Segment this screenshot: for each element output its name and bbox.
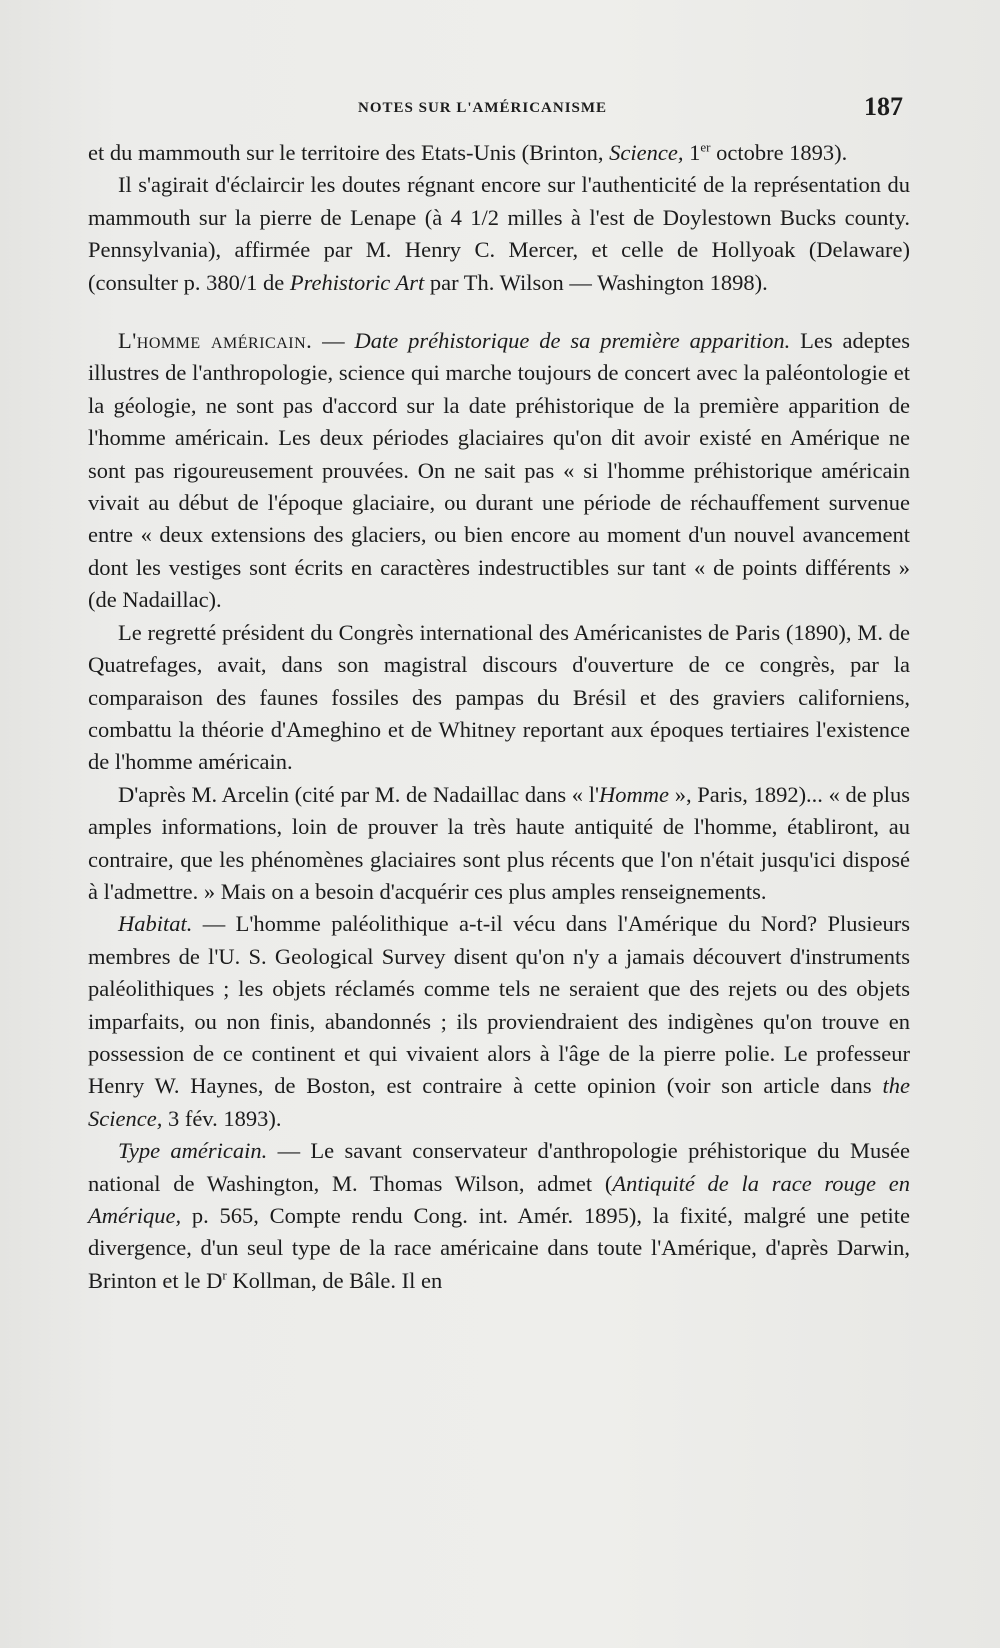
paragraph-arcelin bbox=[88, 779, 910, 909]
journal-title: Science, bbox=[609, 140, 684, 165]
text-run: — Le savant conservateur d'anthropologie préhistorique du Musée national de Washington, M. Thomas Wilson, admet ( bbox=[88, 1138, 910, 1196]
paragraph-type-americain bbox=[88, 1135, 910, 1297]
superscript: r bbox=[222, 1267, 227, 1283]
page-header bbox=[88, 92, 903, 126]
section-heading: L'homme américain. bbox=[118, 328, 313, 354]
text-run: », Paris, 1892)... « de plus amples informations, loin de prouver la très haute antiquité de l'homme, établiront, au contraire, que les phénomènes glaciaires sont plus récents que l'on n'était jusqu'ici disposé à l'admettre. » Mais on a besoin d'acquérir ces plus amples renseignements. bbox=[88, 781, 910, 904]
text-run: par Th. Wilson — Washington 1898). bbox=[424, 269, 768, 295]
paragraph-quatrefages: Le regretté président du Congrès international des Américanistes de Paris (1890), M. de Quatrefages, avait, dans son magistral discours d'ouverture de ce congrès, par la comparaison des faunes fossiles des pampas du Brésil et des graviers californiens, combattu la théorie d'Ameghino et de Whitney reportant aux époques tertiaires l'existence de l'homme américain. bbox=[88, 619, 910, 775]
text-run: Il s'agirait d'éclaircir les doutes régnant encore sur l'authenticité de la représentation du mammouth sur la pierre de Lenape (à 4 1/2 milles à l'est de Doylestown Bucks county. Pennsylvania), affirmée par M. Henry C. Mercer, et celle de Hollyoak (Delaware) (consulter p. 380/1 de bbox=[88, 172, 910, 295]
text-run: — L'homme paléolithique a-t-il vécu dans l'Amérique du Nord? Plusieurs membres de l'U. S. Geological Survey disent qu'on n'y a jamais découvert d'instruments paléolithiques ; les objets réclamés comme tels ne seraient que des rejets ou des objets imparfaits, ou non finis, abandonnés ; ils proviendraient des indigènes qu'on trouve en possession de ce continent et qui vivaient alors à l'âge de la pierre polie. Le professeur Henry W. Haynes, de Boston, est contraire à cette opinion (voir son article dans bbox=[88, 911, 910, 1099]
page-number: 187 bbox=[864, 92, 903, 121]
book-title: Homme bbox=[599, 781, 670, 807]
superscript: er bbox=[700, 139, 711, 155]
text-run: 1 bbox=[683, 140, 701, 165]
section-subtitle: Date préhistorique de sa première apparition. bbox=[354, 328, 791, 354]
text-run: Les adeptes illustres de l'anthropologie, science qui marche toujours de concert avec la paléontologie et la géologie, ne sont pas d'accord sur la date préhistorique de la première apparition de l'homme américain. Les deux périodes glaciaires qu'on dit avoir existé en Amérique ne sont pas rigoureusement prouvées. On ne sait pas « si l'homme préhistorique américain vivait au début de l'époque glaciaire, ou durant une période de réchauffement survenue entre « deux extensions des glaciers, ou bien encore au moment d'un nouvel avancement dont les vestiges sont écrits en caractères indestructibles sur tant « de points différents » (de Nadaillac). bbox=[88, 328, 910, 613]
book-title: Antiquité de la race rouge en Amérique, bbox=[88, 1170, 910, 1228]
text-run: — bbox=[312, 328, 355, 354]
body-text bbox=[88, 137, 910, 1297]
journal-title: the Science, bbox=[88, 1073, 910, 1131]
text-run: et du mammouth sur le territoire des Etats-Unis (Brinton, bbox=[88, 140, 610, 165]
text-run: p. 565, Compte rendu Cong. int. Amér. 1895), la fixité, malgré une petite divergence, d'un seul type de la race américaine dans toute l'Amérique, d'après Darwin, Brinton et le D bbox=[88, 1203, 910, 1293]
section-heading: Habitat. bbox=[118, 911, 193, 937]
paragraph-mammoth-intro bbox=[88, 137, 910, 169]
text-run: D'après M. Arcelin (cité par M. de Nadaillac dans « l' bbox=[118, 781, 600, 807]
text-run: octobre 1893). bbox=[710, 140, 848, 165]
paragraph-lenape-stone bbox=[88, 169, 910, 299]
text-run: 3 fév. 1893). bbox=[162, 1105, 282, 1131]
text-run: Kollman, de Bâle. Il en bbox=[226, 1267, 443, 1293]
book-title: Prehistoric Art bbox=[289, 269, 425, 295]
paragraph-homme-americain bbox=[88, 325, 910, 617]
paragraph-habitat bbox=[88, 908, 910, 1135]
section-heading: Type américain. bbox=[118, 1138, 268, 1164]
running-head: NOTES SUR L'AMÉRICANISME bbox=[358, 100, 608, 116]
